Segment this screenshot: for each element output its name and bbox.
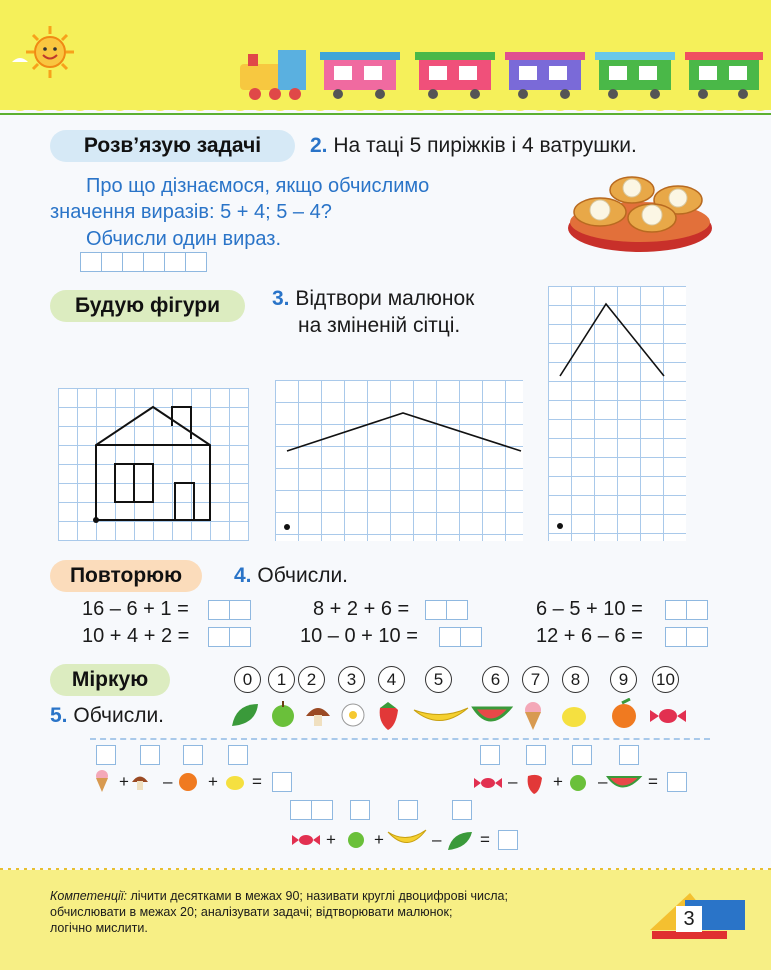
task-2-number: 2.: [310, 134, 328, 157]
task-2-answer-cells[interactable]: [80, 252, 206, 272]
number-9: 9: [610, 666, 637, 693]
answer-cells-5[interactable]: [439, 627, 481, 647]
task-4-statement: Обчисли.: [257, 564, 349, 587]
task-3-line1: [272, 287, 474, 311]
expression-1-result-box[interactable]: [272, 772, 292, 792]
number-5: 5: [425, 666, 452, 693]
task-4-text: [234, 564, 348, 588]
orange-icon: [179, 773, 197, 791]
expression-2-result-box[interactable]: [667, 772, 687, 792]
leaf-icon: [448, 832, 472, 850]
competencies-line2: обчислювати в межах 20; аналізувати задачі; відтворювати малюнок;: [50, 905, 453, 919]
ice-cream-icon: [96, 770, 108, 792]
expr-5: 10 – 0 + 10 =: [300, 625, 418, 647]
task-2-question-line1: Про що дізнаємося, якщо обчислимо: [86, 175, 430, 197]
mushroom-icon: [306, 708, 330, 726]
number-1: 1: [268, 666, 295, 693]
task-3-line2: на зміненій сітці.: [298, 314, 461, 337]
dashed-divider: [90, 738, 710, 740]
banana-icon: [414, 708, 468, 721]
op-plus: +: [208, 772, 218, 791]
op-equals: =: [648, 772, 658, 791]
wide-drawing: [275, 380, 525, 542]
answer-cells-1[interactable]: [208, 600, 250, 620]
house-drawing: [58, 388, 250, 542]
badge-review: Повторюю: [50, 560, 202, 592]
flower-icon: [342, 704, 364, 726]
competencies-label: Компетенції:: [50, 889, 127, 903]
green-apple-icon: [348, 832, 364, 848]
number-7: 7: [522, 666, 549, 693]
op-minus: –: [432, 830, 442, 849]
answer-box[interactable]: [526, 745, 546, 765]
op-plus: +: [374, 830, 384, 849]
answer-box[interactable]: [228, 745, 248, 765]
number-2: 2: [298, 666, 325, 693]
answer-box[interactable]: [619, 745, 639, 765]
answer-box[interactable]: [350, 800, 370, 820]
footer-dots: [0, 862, 771, 876]
badge-solve-problems: Розв’язую задачі: [50, 130, 295, 162]
competencies-line1: лічити десятками в межах 90; називати круглі двоцифрові числа;: [127, 889, 508, 903]
number-10: 10: [652, 666, 679, 693]
competencies-text: [50, 888, 590, 936]
op-equals: =: [252, 772, 262, 791]
narrow-drawing: [548, 286, 688, 542]
ice-cream-icon: [525, 702, 541, 730]
lemon-icon: [562, 707, 586, 727]
task-5-number: 5.: [50, 704, 68, 727]
number-6: 6: [482, 666, 509, 693]
answer-cells-4[interactable]: [208, 627, 250, 647]
task-5-text: [50, 704, 164, 728]
strawberry-icon: [380, 702, 398, 730]
badge-build-figures: Будую фігури: [50, 290, 245, 322]
op-plus: +: [553, 772, 563, 791]
leaf-icon: [232, 704, 258, 726]
op-plus: +: [326, 830, 336, 849]
page-number: 3: [676, 906, 702, 932]
op-plus: +: [119, 772, 129, 791]
banana-icon: [388, 830, 426, 843]
watermelon-icon: [474, 708, 510, 720]
green-apple-icon: [570, 775, 586, 791]
task-3-text-line1: Відтвори малюнок: [295, 287, 475, 310]
answer-box[interactable]: [452, 800, 472, 820]
number-4: 4: [378, 666, 405, 693]
expr-3: 6 – 5 + 10 =: [536, 598, 643, 620]
green-apple-icon: [272, 701, 294, 727]
candy-icon: [474, 778, 502, 788]
watermelon-icon: [608, 777, 640, 787]
mushroom-icon: [132, 777, 148, 791]
candy-icon: [650, 709, 686, 723]
expr-1: 16 – 6 + 1 =: [82, 598, 189, 620]
orange-icon: [612, 699, 636, 728]
sun-icon: [10, 22, 90, 82]
pastry-plate-icon: [560, 160, 720, 260]
expr-6: 12 + 6 – 6 =: [536, 625, 643, 647]
train-icon: [230, 42, 765, 102]
strawberry-icon: [528, 775, 542, 794]
task-2-question-line2: значення виразів: 5 + 4; 5 – 4?: [50, 201, 332, 223]
competencies-line3: логічно мислити.: [50, 921, 148, 935]
expression-3-icons: [288, 826, 488, 856]
task-3-number: 3.: [272, 287, 290, 310]
answer-box[interactable]: [96, 745, 116, 765]
answer-cells-6[interactable]: [665, 627, 707, 647]
answer-box[interactable]: [183, 745, 203, 765]
expression-3-result-box[interactable]: [498, 830, 518, 850]
answer-box[interactable]: [572, 745, 592, 765]
answer-box[interactable]: [140, 745, 160, 765]
number-3: 3: [338, 666, 365, 693]
badge-reasoning: Міркую: [50, 664, 170, 696]
op-minus: –: [163, 772, 173, 791]
op-minus: –: [508, 772, 518, 791]
fruit-legend: [228, 698, 698, 732]
expr-4: 10 + 4 + 2 =: [82, 625, 190, 647]
answer-cells[interactable]: [290, 800, 332, 820]
answer-box[interactable]: [398, 800, 418, 820]
answer-cells-3[interactable]: [665, 600, 707, 620]
op-equals: =: [480, 830, 490, 849]
task-2-statement: На таці 5 пиріжків і 4 ватрушки.: [333, 134, 637, 157]
candy-icon: [292, 835, 320, 845]
answer-box[interactable]: [480, 745, 500, 765]
number-8: 8: [562, 666, 589, 693]
task-4-number: 4.: [234, 564, 252, 587]
lemon-icon: [226, 776, 244, 790]
answer-cells-2[interactable]: [425, 600, 467, 620]
number-0: 0: [234, 666, 261, 693]
task-2-question-line3: Обчисли один вираз.: [86, 228, 282, 250]
task-5-statement: Обчисли.: [73, 704, 165, 727]
task-2-text: [310, 134, 637, 158]
op-minus: –: [598, 772, 608, 791]
expr-2: 8 + 2 + 6 =: [313, 598, 410, 620]
